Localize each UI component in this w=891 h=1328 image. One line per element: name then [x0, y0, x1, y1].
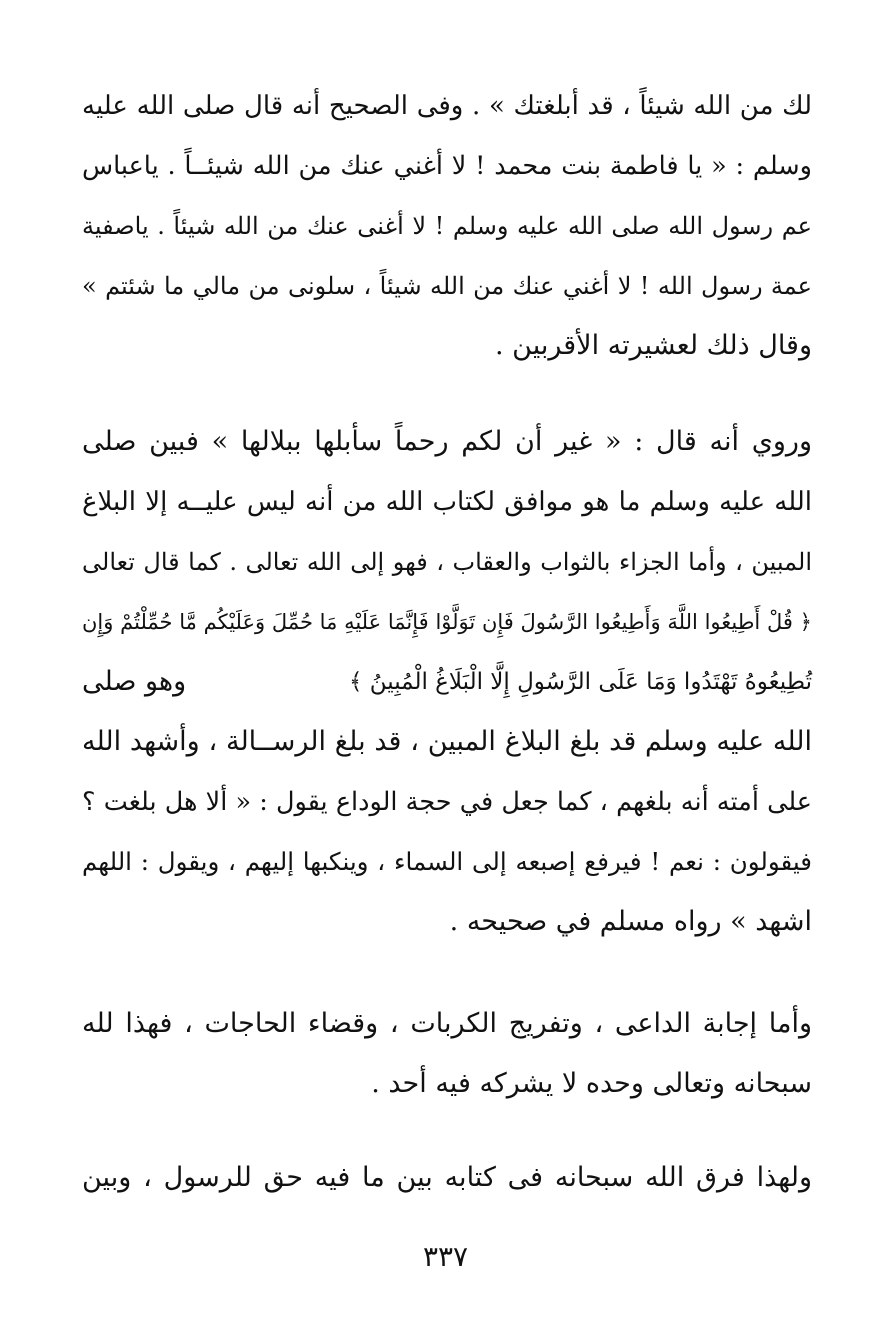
page-number: ٣٣٧ — [422, 1240, 469, 1273]
text-line: على أمته أنه بلغهم ، كما جعل في حجة الوداع يقول : « ألا هل بلغت ؟ — [82, 787, 812, 817]
text-line: لك من الله شيئاً ، قد أبلغتك » . وفى الصحيح أنه قال صلى الله عليه — [82, 91, 812, 121]
quran-verse-line: ﴿ قُلْ أَطِيعُوا اللَّهَ وَأَطِيعُوا الرَّسُولَ فَإِن تَوَلَّوْا فَإِنَّمَا عَلَيْهِ مَا حُمِّلَ وَعَلَيْكُم مَّا حُمِّلْتُمْ وَإِن — [82, 610, 812, 634]
paragraph-4 — [82, 1148, 812, 1208]
text-line: وروي أنه قال : « غير أن لكم رحماً سأبلها ببلالها » فبين صلى — [82, 426, 812, 457]
paragraph-2 — [82, 412, 812, 952]
text-line: الله عليه وسلم ما هو موافق لكتاب الله من أنه ليس عليــه إلا البلاغ — [82, 487, 812, 517]
text-line: اشهد » رواه مسلم في صحيحه . — [449, 906, 812, 937]
text-line: سبحانه وتعالى وحده لا يشركه فيه أحد . — [371, 1068, 812, 1099]
text-line: عم رسول الله صلى الله عليه وسلم ! لا أغنى عنك من الله شيئاً . ياصفية — [82, 212, 812, 240]
text-line: وقال ذلك لعشيرته الأقربين . — [495, 330, 812, 361]
text-line: الله عليه وسلم قد بلغ البلاغ المبين ، قد بلغ الرســالة ، وأشهد الله — [82, 726, 812, 757]
paragraph-1 — [82, 76, 812, 376]
quran-verse-line: تُطِيعُوهُ تَهْتَدُوا وَمَا عَلَى الرَّسُولِ إِلَّا الْبَلَاغُ الْمُبِينُ ﴾ — [349, 669, 812, 695]
paragraph-3 — [82, 994, 812, 1114]
text-line: وأما إجابة الداعى ، وتفريج الكربات ، وقضاء الحاجات ، فهذا لله — [82, 1008, 812, 1039]
mixed-line — [82, 652, 812, 712]
text-line: المبين ، وأما الجزاء بالثواب والعقاب ، فهو إلى الله تعالى . كما قال تعالى — [82, 548, 812, 576]
text-fragment: وهو صلى — [82, 666, 187, 697]
text-line: فيقولون : نعم ! فيرفع إصبعه إلى السماء ، وينكبها إليهم ، ويقول : اللهم — [82, 847, 812, 876]
text-line: ولهذا فرق الله سبحانه فى كتابه بين ما فيه حق للرسول ، وبين — [82, 1162, 812, 1193]
text-line: وسلم : « يا فاطمة بنت محمد ! لا أغني عنك من الله شيئــاً . ياعباس — [82, 151, 812, 181]
text-line: عمة رسول الله ! لا أغني عنك من الله شيئاً ، سلونى من مالي ما شئتم » — [82, 272, 812, 300]
